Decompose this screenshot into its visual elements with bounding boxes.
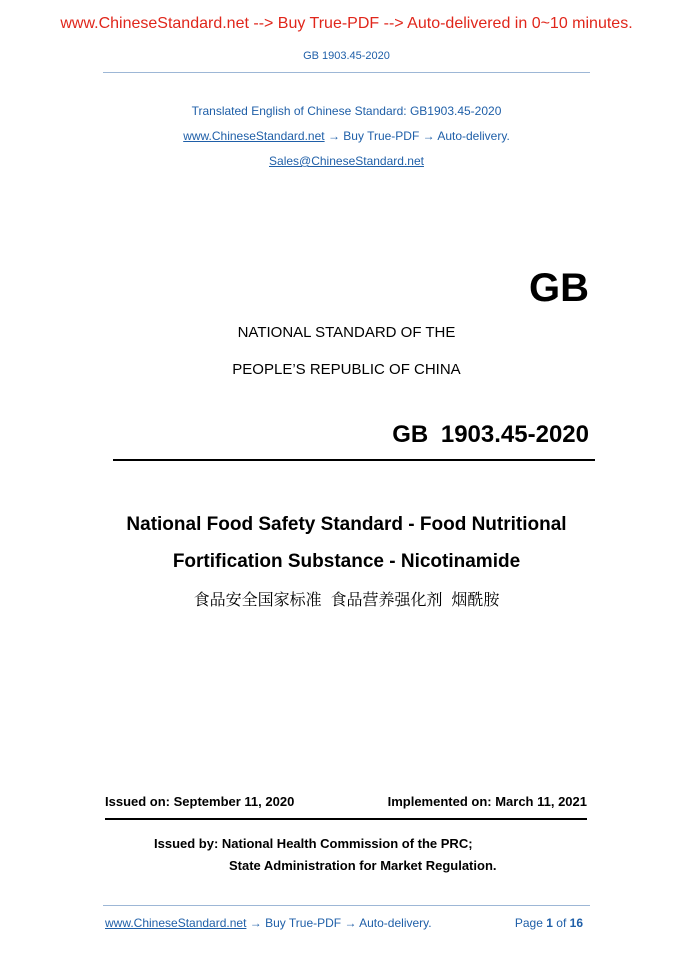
site-link[interactable]: www.ChineseStandard.net bbox=[183, 129, 325, 143]
title-line-1: National Food Safety Standard - Food Nutritional bbox=[126, 514, 567, 535]
buy-text: → Buy True-PDF → Auto-delivery. bbox=[327, 129, 510, 143]
footer-divider bbox=[103, 905, 590, 906]
running-header: GB 1903.45-2020 bbox=[303, 50, 390, 62]
page-indicator bbox=[515, 916, 583, 930]
gb-logo: GB bbox=[529, 266, 589, 310]
translation-line: Translated English of Chinese Standard: GB1903.45-2020 bbox=[191, 104, 502, 118]
sales-email-link[interactable]: Sales@ChineseStandard.net bbox=[269, 154, 424, 168]
footer-buy-text: → Buy True-PDF → Auto-delivery. bbox=[249, 916, 432, 930]
page-label: Page bbox=[514, 916, 543, 930]
issued-date: Issued on: September 11, 2020 bbox=[105, 794, 295, 809]
dates-divider bbox=[105, 818, 587, 820]
implemented-date: Implemented on: March 11, 2021 bbox=[387, 794, 587, 809]
issuer-line-1: NATIONAL STANDARD OF THE bbox=[237, 324, 456, 341]
of-label: of bbox=[556, 916, 567, 930]
translation-buy-line bbox=[0, 129, 693, 143]
issued-by-line-1: Issued by: National Health Commission of the PRC; bbox=[154, 836, 473, 851]
footer-links bbox=[105, 916, 432, 930]
top-banner[interactable]: www.ChineseStandard.net --> Buy True-PDF --> Auto-delivered in 0~10 minutes. bbox=[60, 15, 633, 32]
page-number: 1 bbox=[546, 916, 553, 930]
total-pages: 16 bbox=[569, 916, 583, 930]
number-divider bbox=[113, 459, 595, 461]
title-chinese: 食品安全国家标准 食品营养强化剂 烟酰胺 bbox=[193, 592, 500, 609]
standard-number: GB 1903.45-2020 bbox=[392, 421, 589, 448]
header-divider bbox=[103, 72, 590, 73]
issuer-line-2: PEOPLE’S REPUBLIC OF CHINA bbox=[232, 361, 461, 378]
issued-by-line-2: State Administration for Market Regulation. bbox=[229, 858, 497, 873]
title-line-2: Fortification Substance - Nicotinamide bbox=[172, 551, 521, 572]
footer-site-link[interactable]: www.ChineseStandard.net bbox=[105, 916, 247, 930]
